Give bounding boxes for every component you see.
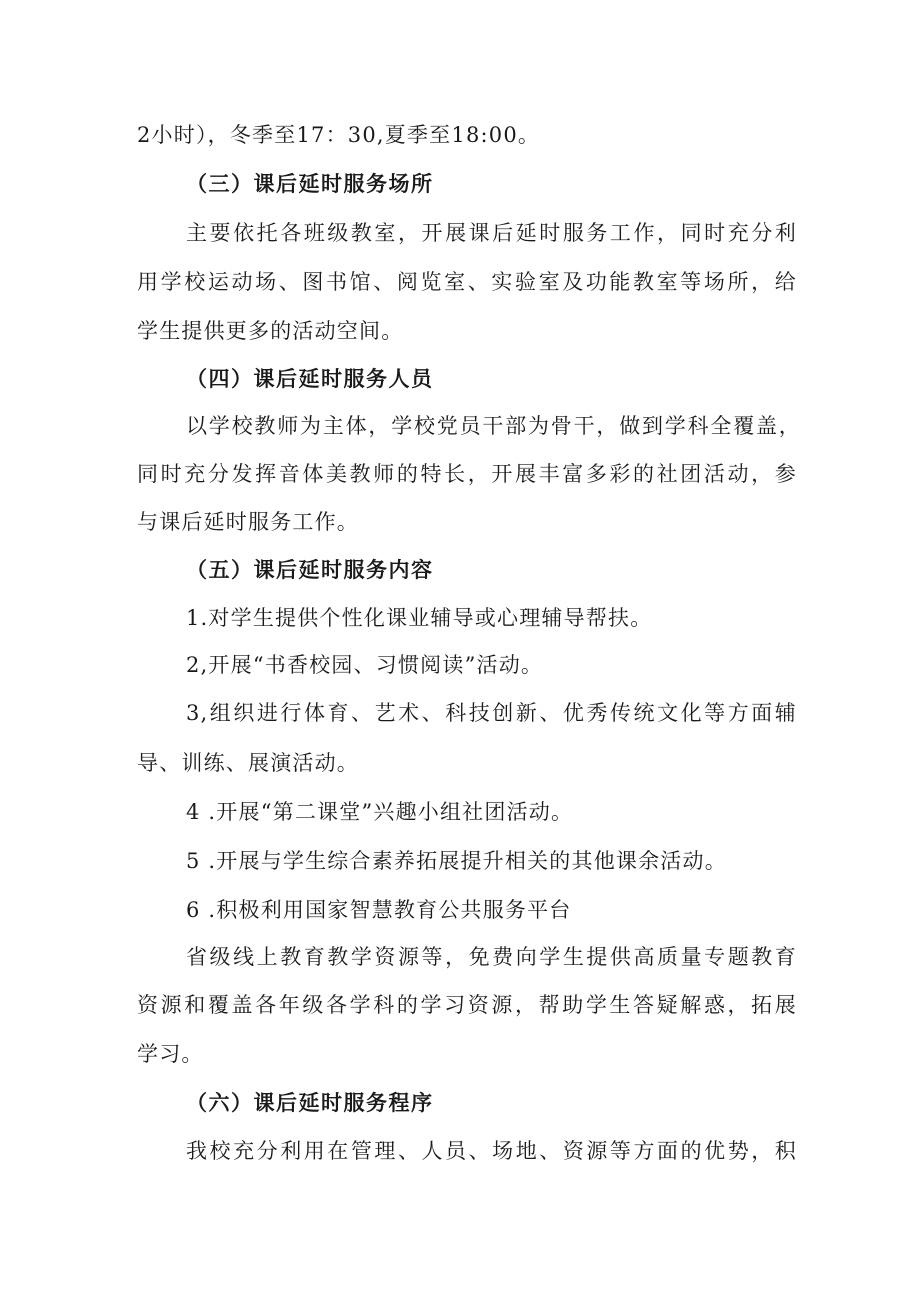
section-heading-5: （五）课后延时服务内容 [186, 557, 434, 582]
paragraph-line: 我校充分利用在管理、人员、场地、资源等方面的优势，积 [186, 1139, 797, 1163]
paragraph-line: 学生提供更多的活动空间。 [137, 319, 404, 343]
list-item-2: 2,开展“书香校园、习惯阅读”活动。 [186, 653, 544, 677]
list-item-4: 4 .开展“第二课堂”兴趣小组社团活动。 [186, 800, 574, 824]
list-item-1: 1.对学生提供个性化课业辅导或心理辅导帮扶。 [186, 606, 653, 630]
section-heading-4: （四）课后延时服务人员 [186, 366, 434, 391]
list-item-3: 3,组织进行体育、艺术、科技创新、优秀传统文化等方面辅 [186, 701, 797, 725]
section-heading-3: （三）课后延时服务场所 [186, 171, 434, 196]
paragraph-line: 用学校运动场、图书馆、阅览室、实验室及功能教室等场所，给 [137, 270, 797, 294]
paragraph-line: 以学校教师为主体，学校党员干部为骨干，做到学科全覆盖， [186, 414, 801, 438]
paragraph-line: 与课后延时服务工作。 [137, 510, 359, 534]
list-item-3-continued: 导、训练、展演活动。 [137, 751, 359, 775]
list-item-5: 5 .开展与学生综合素养拓展提升相关的其他课余活动。 [186, 849, 727, 873]
paragraph-line: 省级线上教育教学资源等，免费向学生提供高质量专题教育 [186, 945, 797, 969]
paragraph-line: 资源和覆盖各年级各学科的学习资源，帮助学生答疑解惑，拓展 [137, 993, 797, 1017]
paragraph-line: 主要依托各班级教室，开展课后延时服务工作，同时充分利 [186, 221, 797, 245]
text-line: 2小时），冬季至17：30,夏季至18:00。 [137, 123, 541, 147]
paragraph-line: 同时充分发挥音体美教师的特长，开展丰富多彩的社团活动，参 [137, 462, 797, 486]
list-item-6: 6 .积极利用国家智慧教育公共服务平台 [186, 898, 572, 922]
paragraph-line: 学习。 [137, 1042, 204, 1066]
section-heading-6: （六）课后延时服务程序 [186, 1090, 434, 1115]
